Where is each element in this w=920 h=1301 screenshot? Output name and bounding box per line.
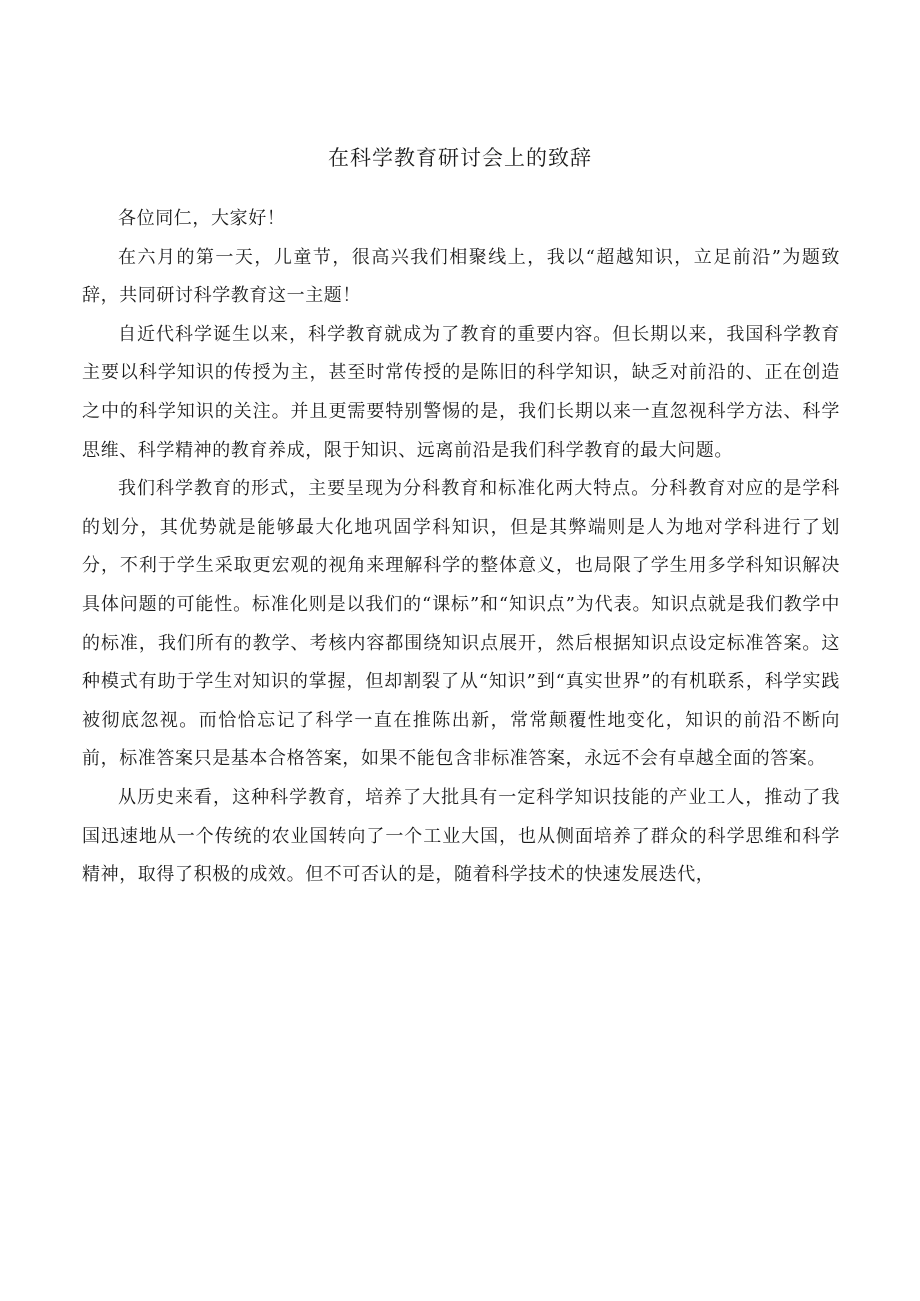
document-title: 在科学教育研讨会上的致辞 [328,146,592,170]
document-body [82,200,840,895]
paragraph: 从历史来看，这种科学教育，培养了大批具有一定科学知识技能的产业工人，推动了我国迅速地从一个传统的农业国转向了一个工业大国，也从侧面培养了群众的科学思维和科学精神，取得了积极的成效。但不可否认的是，随着科学技术的快速发展迭代， [82,786,840,886]
paragraph: 自近代科学诞生以来，科学教育就成为了教育的重要内容。但长期以来，我国科学教育主要以科学知识的传授为主，甚至时常传授的是陈旧的科学知识，缺乏对前沿的、正在创造之中的科学知识的关注。并且更需要特别警惕的是，我们长期以来一直忽视科学方法、科学思维、科学精神的教育养成，限于知识、远离前沿是我们科学教育的最大问题。 [82,323,840,461]
paragraph: 我们科学教育的形式，主要呈现为分科教育和标准化两大特点。分科教育对应的是学科的划分，其优势就是能够最大化地巩固学科知识，但是其弊端则是人为地对学科进行了划分，不利于学生采取更宏观的视角来理解科学的整体意义，也局限了学生用多学科知识解决具体问题的可能性。标准化则是以我们的“课标”和“知识点”为代表。知识点就是我们教学中的标准，我们所有的教学、考核内容都围绕知识点展开，然后根据知识点设定标准答案。这种模式有助于学生对知识的掌握，但却割裂了从“知识”到“真实世界”的有机联系，科学实践被彻底忽视。而恰恰忘记了科学一直在推陈出新，常常颠覆性地变化，知识的前沿不断向前，标准答案只是基本合格答案，如果不能包含非标准答案，永远不会有卓越全面的答案。 [82,478,840,770]
paragraph-greeting: 各位同仁，大家好！ [118,208,286,229]
paragraph: 在六月的第一天，儿童节，很高兴我们相聚线上，我以“超越知识，立足前沿”为题致辞，共同研讨科学教育这一主题！ [82,246,840,307]
